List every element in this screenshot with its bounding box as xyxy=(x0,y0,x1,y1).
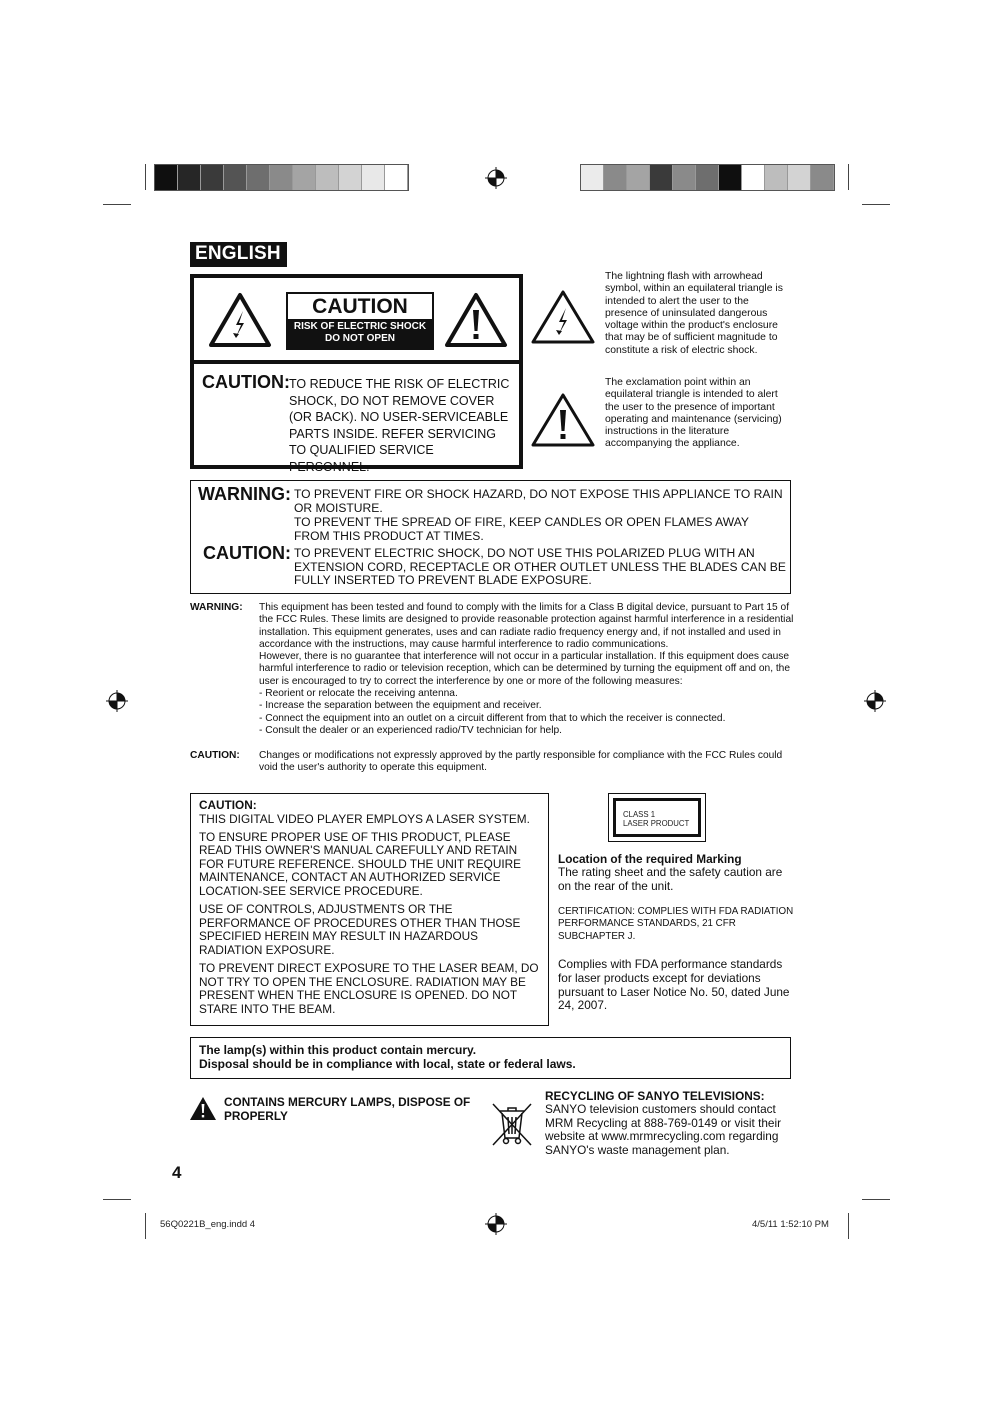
mercury-notice-box xyxy=(190,1037,791,1079)
fda-compliance-text: Complies with FDA performance standards for laser products except for deviations pursuant to Laser Notice No. 50, dated June 24, 2007. xyxy=(558,957,790,1013)
recycling-text: SANYO television customers should contact MRM Recycling at 888-769-0149 or visit their website at www.mrmrecycling.com regarding SANYO's waste management plan. xyxy=(545,1102,782,1158)
lightning-symbol-description: The lightning flash with arrowhead symbol, within an equilateral triangle is intended to alert the user to the presence of uninsulated dangerous voltage within the product's enclosure that may be of sufficient magnitude to constitute a risk of electric shock. xyxy=(605,271,783,356)
crossed-out-bin-icon xyxy=(490,1100,534,1148)
fcc-caution-text: Changes or modifications not expressly approved by the partly responsible for compliance with the FCC Rules could void the user's authority to operate this equipment. xyxy=(259,750,783,774)
color-swatch xyxy=(604,165,627,190)
color-swatch xyxy=(293,165,316,190)
color-swatch xyxy=(247,165,270,190)
laser-paragraph: TO PREVENT DIRECT EXPOSURE TO THE LASER BEAM, DO NOT TRY TO OPEN THE ENCLOSURE. RADIATION MAY BE PRESENT WHEN THE ENCLOSURE IS OPENED. DO NOT STARE INTO THE BEAM. xyxy=(199,961,539,1016)
marking-text: The rating sheet and the safety caution are on the rear of the unit. xyxy=(558,865,783,893)
lightning-triangle-icon xyxy=(208,292,272,348)
crop-mark xyxy=(145,1213,146,1239)
list-item: - Consult the dealer or an experienced radio/TV technician for help. xyxy=(259,724,562,736)
registration-mark-icon xyxy=(106,690,128,712)
warning-text-1: TO PREVENT FIRE OR SHOCK HAZARD, DO NOT EXPOSE THIS APPLIANCE TO RAIN OR MOISTURE. xyxy=(294,487,783,515)
recycling-heading: RECYCLING OF SANYO TELEVISIONS: xyxy=(545,1089,765,1103)
color-bar-left xyxy=(154,164,409,191)
registration-mark-icon xyxy=(485,167,507,189)
fcc-paragraph: This equipment has been tested and found to comply with the limits for a Class B digital device, pursuant to Part 15 of the FCC Rules. These limits are designed to provide reasonable protection against harmful interference in a residential installation. This equipment generates, uses and can radiate radio frequency energy and, if not installed and used in accordance with the instructions, may cause harmful interference to radio communications. xyxy=(259,602,794,650)
list-item: - Connect the equipment into an outlet on a circuit different from that to which the receiver is connected. xyxy=(259,712,726,724)
file-slug: 56Q0221B_eng.indd 4 xyxy=(160,1219,256,1230)
color-swatch xyxy=(742,165,765,190)
color-swatch xyxy=(765,165,788,190)
caution-label-title: CAUTION xyxy=(312,295,408,318)
color-swatch xyxy=(581,165,604,190)
fcc-warning-text xyxy=(259,602,794,737)
laser-paragraph: USE OF CONTROLS, ADJUSTMENTS OR THE PERFORMANCE OF PROCEDURES OTHER THAN THOSE SPECIFIED HEREIN MAY RESULT IN HAZARDOUS RADIATION EXPOSURE. xyxy=(199,902,521,957)
exclamation-triangle-icon xyxy=(444,292,508,348)
color-swatch xyxy=(362,165,385,190)
warning-label: WARNING: xyxy=(198,484,291,504)
caution-label-sub-2: DO NOT OPEN xyxy=(324,333,395,344)
laser-paragraph: THIS DIGITAL VIDEO PLAYER EMPLOYS A LASER SYSTEM. xyxy=(199,811,530,826)
color-swatch xyxy=(650,165,673,190)
crop-mark xyxy=(848,1213,849,1239)
crop-mark xyxy=(103,204,131,205)
crop-mark xyxy=(145,164,146,190)
caution-label: CAUTION: xyxy=(203,543,291,563)
registration-mark-icon xyxy=(864,690,886,712)
color-swatch xyxy=(178,165,201,190)
language-tag: ENGLISH xyxy=(190,242,287,267)
caution-heading: CAUTION: xyxy=(202,372,290,392)
color-swatch xyxy=(224,165,247,190)
color-swatch xyxy=(627,165,650,190)
color-bar-right xyxy=(580,164,835,191)
list-item: - Reorient or relocate the receiving antenna. xyxy=(259,688,458,700)
color-swatch xyxy=(811,165,834,190)
laser-caution-box xyxy=(190,793,549,1026)
caution-text: TO PREVENT ELECTRIC SHOCK, DO NOT USE THIS POLARIZED PLUG WITH AN EXTENSION CORD, RECEPTACLE OR OTHER OUTLET UNLESS THE BLADES CAN BE FULLY INSERTED TO PREVENT BLADE EXPOSURE. xyxy=(294,546,786,588)
crop-mark xyxy=(848,164,849,190)
color-swatch xyxy=(155,165,178,190)
laser-label-line: LASER PRODUCT xyxy=(623,819,690,828)
registration-mark-icon xyxy=(485,1213,507,1235)
crop-mark xyxy=(862,204,890,205)
color-swatch xyxy=(385,165,408,190)
mercury-line: Disposal should be in compliance with local, state or federal laws. xyxy=(199,1057,576,1071)
warning-box xyxy=(190,480,791,594)
page-number: 4 xyxy=(172,1163,182,1182)
class1-laser-label xyxy=(608,793,706,842)
certification-text: CERTIFICATION: COMPLIES WITH FDA RADIATION PERFORMANCE STANDARDS, 21 CFR SUBCHAPTER J. xyxy=(558,906,794,942)
fcc-warning-label: WARNING: xyxy=(190,602,243,613)
color-swatch xyxy=(270,165,293,190)
crop-mark xyxy=(103,1199,131,1200)
fcc-paragraph: However, there is no guarantee that interference will not occur in a particular installation. If this equipment does cause harmful interference to radio or television reception, which can be determined by turning the equipment off and on, the user is encouraged to try to correct the interference by one or more of the following measures: xyxy=(259,651,791,687)
laser-paragraph: TO ENSURE PROPER USE OF THIS PRODUCT, PLEASE READ THIS OWNER'S MANUAL CAREFULLY AND RETAIN FOR FUTURE REFERENCE. SHOULD THE UNIT REQUIRE MAINTENANCE, CONTACT AN AUTHORIZED SERVICE LOCATION-SEE SERVICE PROCEDURE. xyxy=(199,829,522,899)
color-swatch xyxy=(696,165,719,190)
divider xyxy=(194,360,519,364)
exclamation-symbol-description: The exclamation point within an equilateral triangle is intended to alert the user to the presence of important operating and maintenance (servicing) instructions in the literature accompanying the appliance. xyxy=(605,377,782,450)
fcc-caution-label: CAUTION: xyxy=(190,750,240,761)
laser-caution-heading: CAUTION: xyxy=(199,798,257,812)
color-swatch xyxy=(339,165,362,190)
color-swatch xyxy=(316,165,339,190)
caution-box xyxy=(190,274,523,474)
caution-label xyxy=(286,292,434,350)
color-swatch xyxy=(201,165,224,190)
color-swatch xyxy=(788,165,811,190)
list-item: - Increase the separation between the equipment and receiver. xyxy=(259,700,542,712)
color-swatch xyxy=(719,165,742,190)
mercury-warning-text: CONTAINS MERCURY LAMPS, DISPOSE OF PROPERLY xyxy=(224,1095,471,1123)
exclamation-triangle-icon xyxy=(530,392,596,448)
mercury-line: The lamp(s) within this product contain mercury. xyxy=(199,1043,477,1057)
warning-triangle-icon xyxy=(189,1096,217,1121)
crop-mark xyxy=(862,1199,890,1200)
lightning-triangle-icon xyxy=(530,289,596,345)
warning-text-2: TO PREVENT THE SPREAD OF FIRE, KEEP CANDLES OR OPEN FLAMES AWAY FROM THIS PRODUCT AT TIMES. xyxy=(294,515,749,543)
caution-text: TO REDUCE THE RISK OF ELECTRIC SHOCK, DO NOT REMOVE COVER (OR BACK). NO USER-SERVICEABLE PARTS INSIDE. REFER SERVICING TO QUALIFIED SERVICE PERSONNEL. xyxy=(289,377,510,474)
color-swatch xyxy=(673,165,696,190)
date-slug: 4/5/11 1:52:10 PM xyxy=(752,1219,829,1230)
caution-label-sub-1: RISK OF ELECTRIC SHOCK xyxy=(293,321,427,332)
marking-heading: Location of the required Marking xyxy=(558,852,742,866)
laser-label-line: CLASS 1 xyxy=(623,810,656,819)
